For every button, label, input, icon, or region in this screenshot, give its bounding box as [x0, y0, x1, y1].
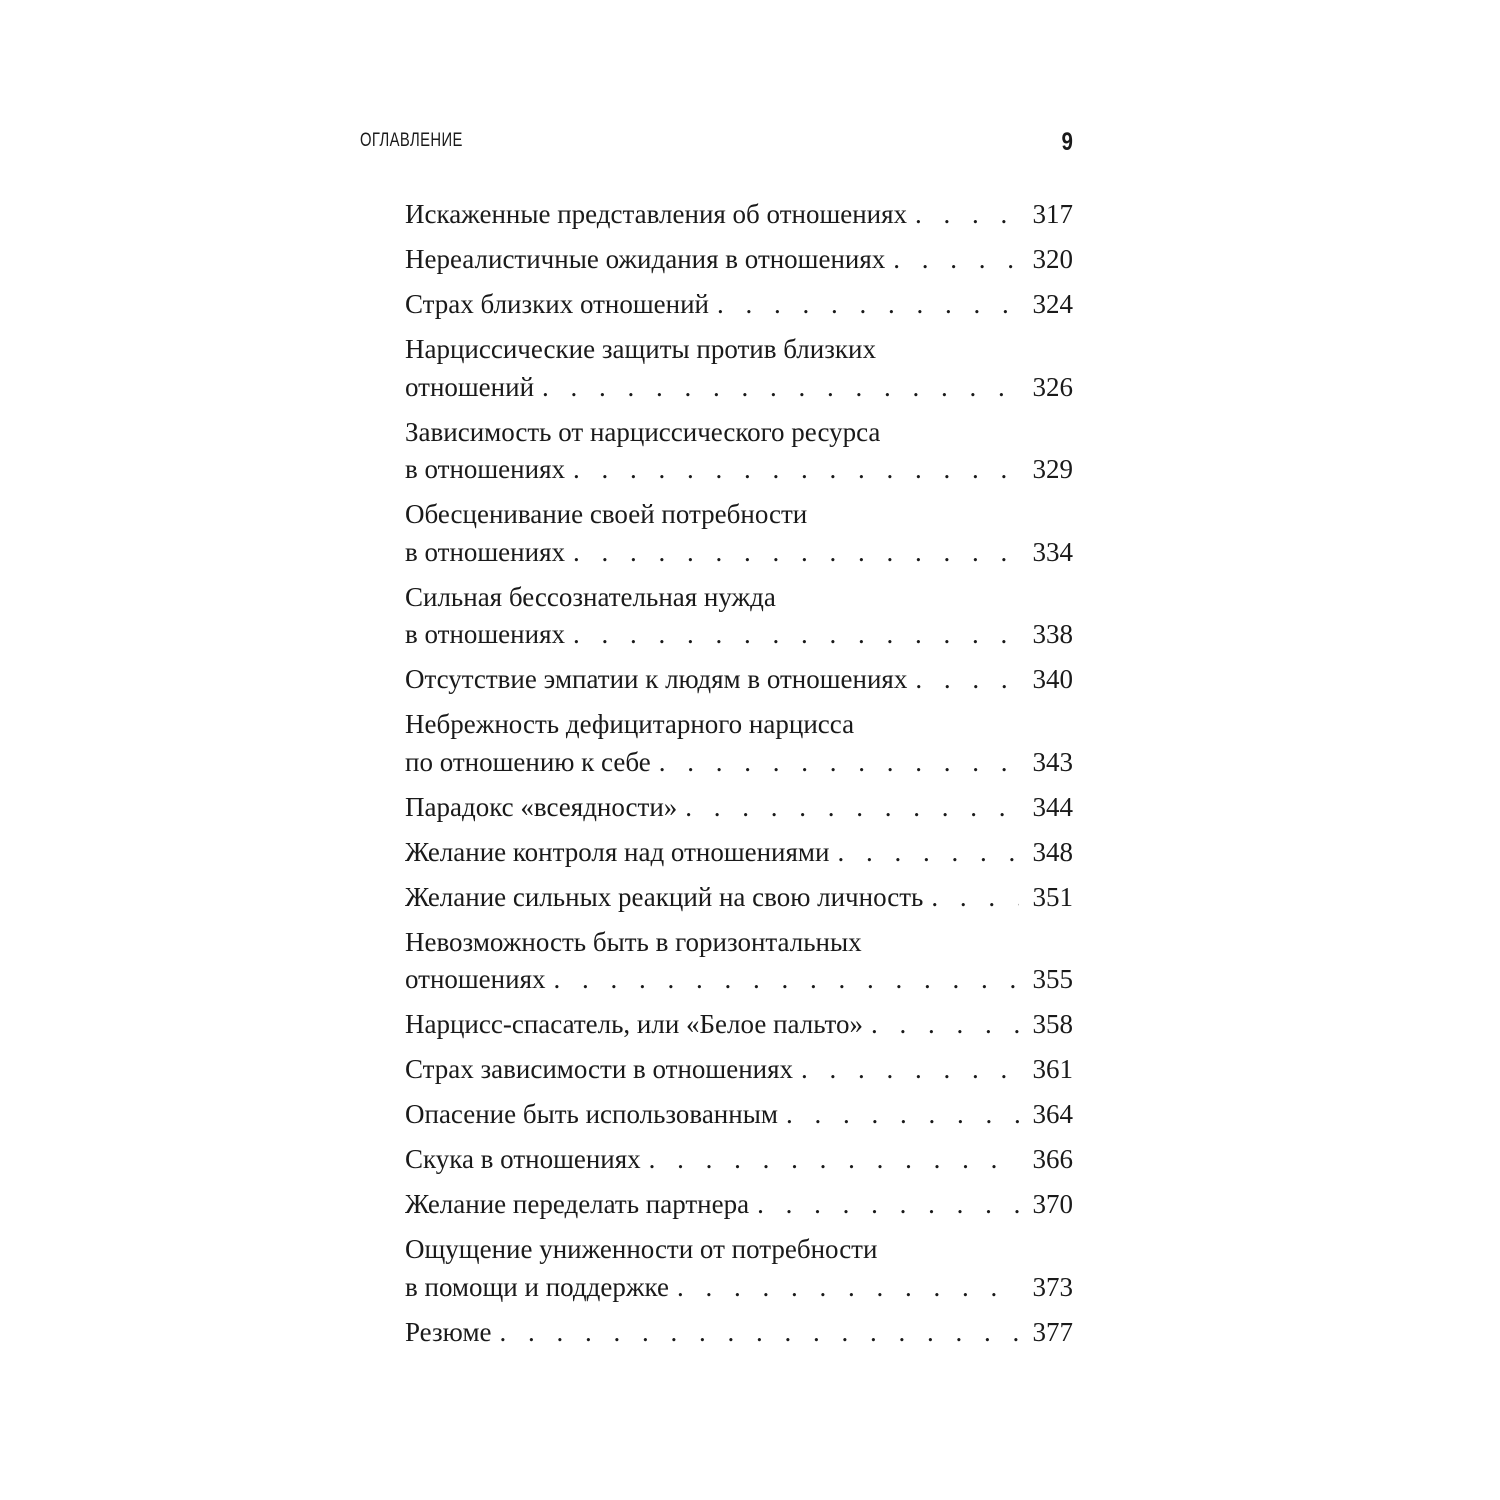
toc-entry[interactable] — [405, 1231, 1073, 1306]
toc-entry-page-number: 338 — [1032, 619, 1073, 649]
toc-entry-last-line — [405, 241, 1073, 279]
toc-entry-last-line — [405, 1314, 1073, 1352]
toc-entry-page-number: 364 — [1032, 1099, 1073, 1129]
toc-entry[interactable] — [405, 706, 1073, 781]
toc-entry-page-number: 317 — [1032, 199, 1073, 229]
dot-leader — [801, 1051, 1019, 1089]
toc-entry-last-line — [405, 744, 1073, 782]
toc-entry[interactable] — [405, 1051, 1073, 1089]
toc-entry-last-line — [405, 286, 1073, 324]
toc-entry-last-line — [405, 616, 1073, 654]
toc-entry-page-number: 366 — [1032, 1144, 1073, 1174]
toc-entry[interactable] — [405, 286, 1073, 324]
dot-leader — [931, 879, 1019, 917]
toc-entry-title-line: Отсутствие эмпатии к людям в отношениях — [405, 664, 908, 694]
toc-entry-page-number: 370 — [1032, 1189, 1073, 1219]
toc-entry-title-line: Зависимость от нарциссического ресурса — [405, 416, 881, 447]
toc-entry-page-number: 358 — [1032, 1009, 1073, 1039]
running-header — [360, 130, 1073, 160]
toc-entry-last-line — [405, 1269, 1073, 1307]
toc-entry-last-line — [405, 789, 1073, 827]
table-of-contents — [405, 196, 1073, 1359]
toc-entry-title-line: в отношениях — [405, 454, 565, 484]
dot-leader — [837, 834, 1019, 872]
toc-entry-title-line: Парадокс «всеядности» — [405, 791, 678, 822]
dot-leader — [685, 789, 1019, 827]
toc-entry[interactable] — [405, 879, 1073, 917]
dot-leader — [542, 369, 1019, 407]
toc-entry[interactable] — [405, 496, 1073, 571]
dot-leader — [786, 1096, 1019, 1134]
toc-entry-title-line: по отношению к себе — [405, 746, 651, 777]
toc-entry-last-line — [405, 834, 1073, 872]
toc-entry[interactable] — [405, 1141, 1073, 1179]
toc-entry-title-line: Ощущение униженности от потребности — [405, 1234, 878, 1264]
toc-entry-page-number: 329 — [1032, 454, 1073, 484]
toc-entry-page-number: 324 — [1032, 289, 1073, 319]
dot-leader — [649, 1141, 1019, 1179]
toc-entry-title-line: Скука в отношениях — [405, 1144, 641, 1174]
dot-leader — [659, 744, 1019, 782]
toc-entry[interactable] — [405, 1186, 1073, 1224]
toc-entry-title-line: Искаженные представления об отношениях — [405, 199, 908, 229]
toc-entry-title-line: Желание контроля над отношениями — [405, 836, 830, 867]
toc-entry-last-line — [405, 196, 1073, 234]
dot-leader — [500, 1314, 1019, 1352]
toc-entry-last-line — [405, 369, 1073, 407]
toc-entry-last-line — [405, 661, 1073, 699]
dot-leader — [677, 1269, 1019, 1307]
toc-entry-last-line — [405, 961, 1073, 999]
dot-leader — [915, 661, 1019, 699]
dot-leader — [553, 961, 1019, 999]
toc-entry-title-line: Обесценивание своей потребности — [405, 499, 808, 529]
toc-entry-title-line: Сильная бессознательная нужда — [405, 581, 776, 612]
toc-entry-title-line: Страх близких отношений — [405, 289, 710, 319]
toc-entry-page-number: 320 — [1032, 244, 1073, 274]
toc-entry[interactable] — [405, 331, 1073, 406]
toc-entry-last-line — [405, 1141, 1073, 1179]
toc-entry-page-number: 334 — [1032, 536, 1073, 567]
toc-entry-last-line — [405, 879, 1073, 917]
toc-entry-title-line: Невозможность быть в горизонтальных — [405, 926, 862, 957]
toc-entry-last-line — [405, 1006, 1073, 1044]
dot-leader — [573, 534, 1019, 572]
dot-leader — [573, 616, 1019, 654]
dot-leader — [757, 1186, 1019, 1224]
toc-entry[interactable] — [405, 661, 1073, 699]
toc-entry-page-number: 377 — [1032, 1316, 1073, 1347]
toc-entry-title-line: Нарциссические защиты против близких — [405, 334, 876, 364]
toc-entry[interactable] — [405, 789, 1073, 827]
toc-entry-title-line: Опасение быть использованным — [405, 1099, 778, 1129]
toc-entry-title-line: Нарцисс-спасатель, или «Белое пальто» — [405, 1009, 863, 1039]
toc-entry[interactable] — [405, 414, 1073, 489]
toc-entry-title-line: в отношениях — [405, 536, 565, 567]
toc-entry-title-line: Небрежность дефицитарного нарцисса — [405, 709, 855, 739]
toc-entry-last-line — [405, 1051, 1073, 1089]
dot-leader — [893, 241, 1019, 279]
toc-entry-page-number: 361 — [1032, 1054, 1073, 1084]
dot-leader — [717, 286, 1019, 324]
toc-entry-last-line — [405, 451, 1073, 489]
toc-entry[interactable] — [405, 1096, 1073, 1134]
toc-entry-title-line: в отношениях — [405, 619, 565, 649]
toc-entry[interactable] — [405, 241, 1073, 279]
toc-entry-title-line: в помощи и поддержке — [405, 1271, 669, 1302]
toc-entry-page-number: 348 — [1032, 836, 1073, 867]
dot-leader — [573, 451, 1019, 489]
toc-entry-page-number: 355 — [1032, 964, 1073, 994]
toc-entry[interactable] — [405, 1006, 1073, 1044]
toc-entry-title-line: Нереалистичные ожидания в отношениях — [405, 244, 886, 274]
dot-leader — [871, 1006, 1019, 1044]
toc-entry[interactable] — [405, 1314, 1073, 1352]
toc-entry[interactable] — [405, 579, 1073, 654]
toc-entry-page-number: 340 — [1032, 664, 1073, 694]
toc-entry-title-line: Резюме — [405, 1316, 492, 1347]
page-number: 9 — [1061, 128, 1073, 156]
toc-entry-title-line: Страх зависимости в отношениях — [405, 1054, 794, 1084]
toc-entry-last-line — [405, 1096, 1073, 1134]
toc-entry[interactable] — [405, 834, 1073, 872]
toc-entry-page-number: 373 — [1032, 1271, 1073, 1302]
dot-leader — [915, 196, 1019, 234]
toc-entry-title-line: Желание сильных реакций на свою личность — [405, 881, 924, 912]
toc-entry-title-line: отношениях — [405, 964, 546, 994]
toc-entry-title-line: Желание переделать партнера — [405, 1189, 750, 1219]
toc-entry[interactable] — [405, 196, 1073, 234]
toc-entry-page-number: 344 — [1032, 791, 1073, 822]
toc-entry-page-number: 351 — [1032, 881, 1073, 912]
toc-entry-last-line — [405, 534, 1073, 572]
toc-entry-page-number: 343 — [1032, 746, 1073, 777]
toc-entry[interactable] — [405, 924, 1073, 999]
running-title: ОГЛАВЛЕНИЕ — [360, 130, 463, 151]
toc-entry-last-line — [405, 1186, 1073, 1224]
toc-entry-title-line: отношений — [405, 371, 535, 402]
toc-entry-page-number: 326 — [1032, 371, 1073, 402]
